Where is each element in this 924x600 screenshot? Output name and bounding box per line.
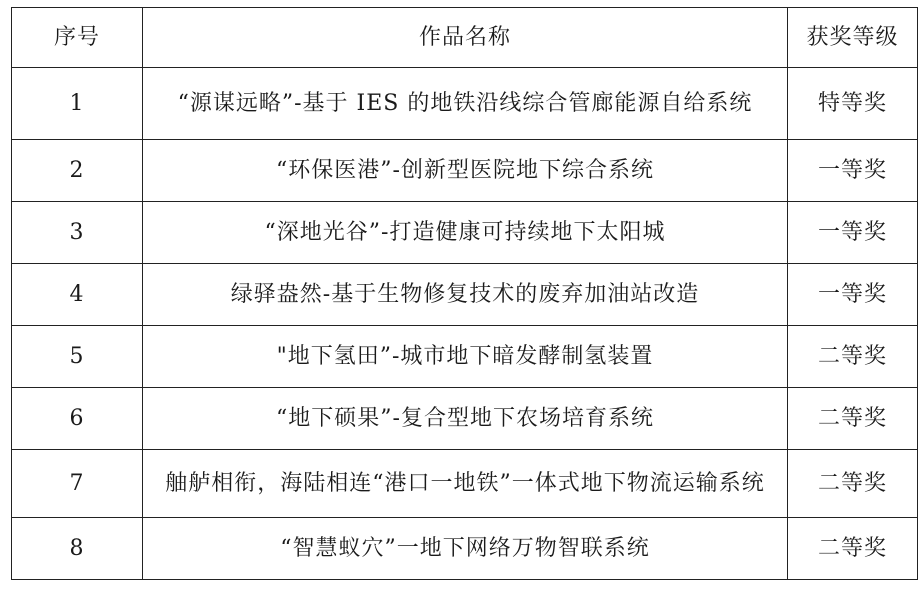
- awards-table: [11, 7, 918, 580]
- row-title: “源谋远略”-基于 IES 的地铁沿线综合管廊能源自给系统: [143, 68, 788, 140]
- row-index: 4: [12, 264, 143, 326]
- table-row: [12, 68, 918, 140]
- row-award: 二等奖: [788, 326, 918, 388]
- row-title: 舳舻相衔，海陆相连“港口一地铁”一体式地下物流运输系统: [143, 450, 788, 518]
- row-index: 8: [12, 518, 143, 580]
- row-index: 2: [12, 140, 143, 202]
- row-index: 6: [12, 388, 143, 450]
- row-award: 一等奖: [788, 202, 918, 264]
- header-index: 序号: [12, 8, 143, 68]
- row-index: 1: [12, 68, 143, 140]
- row-title: “深地光谷”-打造健康可持续地下太阳城: [143, 202, 788, 264]
- row-award: 特等奖: [788, 68, 918, 140]
- header-award: 获奖等级: [788, 8, 918, 68]
- table-row: [12, 264, 918, 326]
- table-row: [12, 140, 918, 202]
- table-row: [12, 326, 918, 388]
- header-row: [12, 8, 918, 68]
- row-title: "地下氢田”-城市地下暗发酵制氢装置: [143, 326, 788, 388]
- header-title: 作品名称: [143, 8, 788, 68]
- row-award: 二等奖: [788, 450, 918, 518]
- row-index: 5: [12, 326, 143, 388]
- table-row: [12, 388, 918, 450]
- row-title: “智慧蚁穴”一地下网络万物智联系统: [143, 518, 788, 580]
- row-title: 绿驿盎然-基于生物修复技术的废弃加油站改造: [143, 264, 788, 326]
- row-award: 一等奖: [788, 264, 918, 326]
- row-title: “环保医港”-创新型医院地下综合系统: [143, 140, 788, 202]
- row-award: 一等奖: [788, 140, 918, 202]
- row-title: “地下硕果”-复合型地下农场培育系统: [143, 388, 788, 450]
- table-row: [12, 518, 918, 580]
- table-row: [12, 450, 918, 518]
- row-index: 7: [12, 450, 143, 518]
- table-row: [12, 202, 918, 264]
- row-award: 二等奖: [788, 388, 918, 450]
- row-award: 二等奖: [788, 518, 918, 580]
- row-index: 3: [12, 202, 143, 264]
